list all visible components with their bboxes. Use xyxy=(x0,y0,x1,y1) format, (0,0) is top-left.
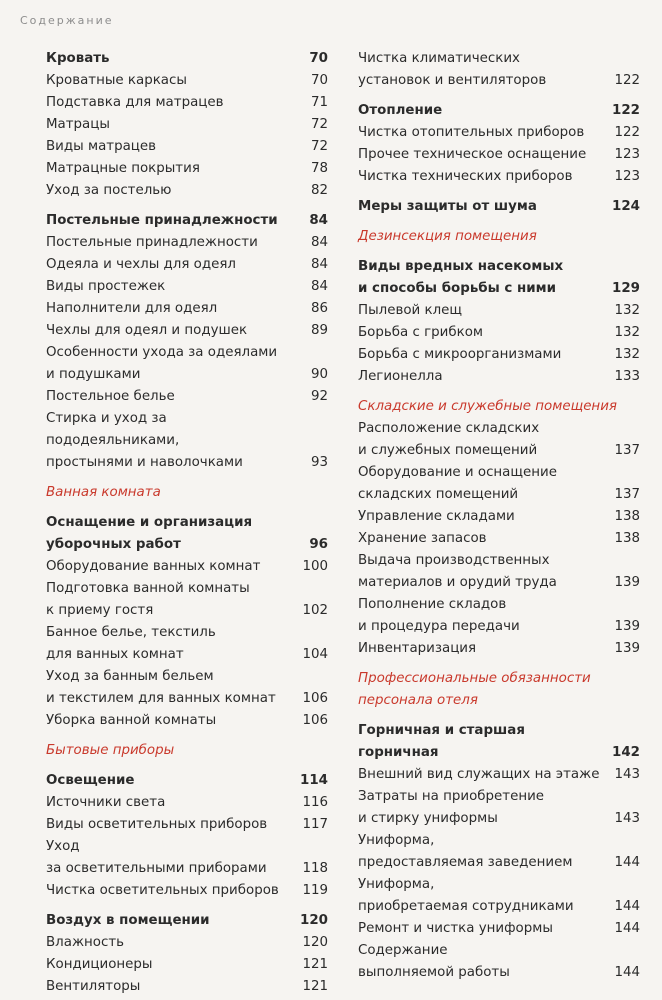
entry-page-number: 122 xyxy=(614,73,640,88)
toc-entry xyxy=(46,710,328,732)
entry-page-number: 144 xyxy=(614,855,640,870)
toc-chapter-entry xyxy=(46,512,328,556)
entry-title: Подставка для матрацев xyxy=(46,95,224,110)
toc-entry xyxy=(358,918,640,940)
entry-title: Влажность xyxy=(46,935,125,950)
toc-entry xyxy=(358,940,640,984)
toc-entry xyxy=(46,180,328,202)
entry-title: Выдача производственных материалов и орудий труда xyxy=(358,553,557,590)
entry-page-number: 139 xyxy=(614,575,640,590)
entry-title: Особенности ухода за одеялами и подушками xyxy=(46,345,278,382)
entry-page-number: 86 xyxy=(310,301,328,316)
toc-chapter-entry xyxy=(46,210,328,232)
entry-title: Пылевой клещ xyxy=(358,303,462,318)
toc-entry xyxy=(358,122,640,144)
toc-entry xyxy=(46,814,328,836)
entry-page-number: 120 xyxy=(302,935,328,950)
toc-entry xyxy=(358,506,640,528)
entry-title: Стирка и уход за пододеяльниками, простынями и наволочками xyxy=(46,411,243,470)
toc-entry xyxy=(46,114,328,136)
toc-chapter-entry xyxy=(358,196,640,218)
entry-title: Чистка климатических установок и вентиляторов xyxy=(358,51,547,88)
entry-page-number: 104 xyxy=(302,647,328,662)
section-heading: Складские и служебные помещения xyxy=(358,399,617,414)
entry-page-number: 84 xyxy=(310,235,328,250)
section-heading: Ванная комната xyxy=(46,485,161,500)
entry-page-number: 106 xyxy=(302,691,328,706)
section-heading: Дезинсекция помещения xyxy=(358,229,537,244)
entry-page-number: 78 xyxy=(310,161,328,176)
entry-title: Воздух в помещении xyxy=(46,913,210,928)
entry-title: Освещение xyxy=(46,773,135,788)
toc-entry xyxy=(358,300,640,322)
entry-title: Меры защиты от шума xyxy=(358,199,537,214)
toc-entry xyxy=(46,92,328,114)
toc-entry xyxy=(46,792,328,814)
entry-page-number: 133 xyxy=(614,369,640,384)
entry-title: Одеяла и чехлы для одеял xyxy=(46,257,236,272)
toc-entry xyxy=(358,166,640,188)
entry-title: Чистка отопительных приборов xyxy=(358,125,585,140)
toc-column-right xyxy=(358,46,640,984)
toc-entry xyxy=(358,366,640,388)
entry-title: Униформа, предоставляемая заведением xyxy=(358,833,573,870)
entry-title: Постельные принадлежности xyxy=(46,235,258,250)
entry-page-number: 71 xyxy=(310,95,328,110)
entry-page-number: 119 xyxy=(302,883,328,898)
toc-entry xyxy=(46,386,328,408)
entry-title: Постельное белье xyxy=(46,389,175,404)
entry-title: Борьба с микроорганизмами xyxy=(358,347,562,362)
entry-title: Расположение складских и служебных помещений xyxy=(358,421,540,458)
entry-page-number: 122 xyxy=(612,103,640,118)
entry-page-number: 124 xyxy=(612,199,640,214)
entry-title: Униформа, приобретаемая сотрудниками xyxy=(358,877,574,914)
entry-title: Содержание выполняемой работы xyxy=(358,943,510,980)
entry-title: Отопление xyxy=(358,103,443,118)
toc-entry xyxy=(46,158,328,180)
entry-title: Пополнение складов и процедура передачи xyxy=(358,597,520,634)
toc-entry xyxy=(358,344,640,366)
entry-page-number: 132 xyxy=(614,303,640,318)
entry-title: Оборудование и оснащение складских помещений xyxy=(358,465,557,502)
entry-page-number: 96 xyxy=(309,537,328,552)
toc-chapter-entry xyxy=(46,48,328,70)
entry-title: Уборка ванной комнаты xyxy=(46,713,217,728)
entry-page-number: 142 xyxy=(612,745,640,760)
entry-title: Чехлы для одеял и подушек xyxy=(46,323,248,338)
toc-entry xyxy=(358,550,640,594)
toc-column-left xyxy=(46,46,328,998)
entry-page-number: 93 xyxy=(310,455,328,470)
entry-title: Чистка технических приборов xyxy=(358,169,573,184)
entry-page-number: 90 xyxy=(310,367,328,382)
toc-entry xyxy=(46,70,328,92)
toc-chapter-entry xyxy=(46,770,328,792)
entry-page-number: 84 xyxy=(310,279,328,294)
entry-title: Виды простежек xyxy=(46,279,166,294)
entry-title: Уход за банным бельем и текстилем для ванных комнат xyxy=(46,669,276,706)
entry-title: Подготовка ванной комнаты к приему гостя xyxy=(46,581,250,618)
entry-title: Матрацные покрытия xyxy=(46,161,200,176)
entry-page-number: 137 xyxy=(614,443,640,458)
entry-title: Хранение запасов xyxy=(358,531,487,546)
section-heading: Бытовые приборы xyxy=(46,743,175,758)
entry-title: Внешний вид служащих на этаже xyxy=(358,767,600,782)
toc-entry xyxy=(46,622,328,666)
entry-title: Банное белье, текстиль для ванных комнат xyxy=(46,625,216,662)
toc-entry xyxy=(46,408,328,474)
toc-entry xyxy=(358,322,640,344)
entry-page-number: 139 xyxy=(614,619,640,634)
entry-title: Матрацы xyxy=(46,117,110,132)
entry-title: Уход за осветительными приборами xyxy=(46,839,267,876)
entry-title: Виды вредных насекомых и способы борьбы с ними xyxy=(358,259,564,296)
entry-title: Управление складами xyxy=(358,509,515,524)
toc-entry xyxy=(358,144,640,166)
entry-page-number: 143 xyxy=(614,767,640,782)
toc-entry xyxy=(46,836,328,880)
toc-entry xyxy=(358,462,640,506)
entry-page-number: 132 xyxy=(614,347,640,362)
toc-entry xyxy=(46,232,328,254)
toc-entry xyxy=(46,880,328,902)
entry-title: Вентиляторы xyxy=(46,979,141,994)
entry-title: Постельные принадлежности xyxy=(46,213,278,228)
entry-page-number: 72 xyxy=(310,117,328,132)
entry-page-number: 120 xyxy=(300,913,328,928)
entry-page-number: 118 xyxy=(302,861,328,876)
toc-entry xyxy=(46,578,328,622)
entry-title: Оборудование ванных комнат xyxy=(46,559,261,574)
entry-title: Уход за постелью xyxy=(46,183,172,198)
entry-page-number: 123 xyxy=(614,169,640,184)
entry-title: Чистка осветительных приборов xyxy=(46,883,279,898)
entry-page-number: 100 xyxy=(302,559,328,574)
section-heading: Профессиональные обязанности персонала отеля xyxy=(358,671,591,708)
entry-page-number: 144 xyxy=(614,921,640,936)
entry-page-number: 82 xyxy=(310,183,328,198)
entry-page-number: 84 xyxy=(310,257,328,272)
entry-page-number: 72 xyxy=(310,139,328,154)
toc-entry xyxy=(358,764,640,786)
toc-entry xyxy=(46,276,328,298)
toc-chapter-entry xyxy=(358,720,640,764)
toc-entry xyxy=(46,932,328,954)
entry-page-number: 89 xyxy=(310,323,328,338)
entry-title: Виды матрацев xyxy=(46,139,157,154)
toc-chapter-entry xyxy=(358,100,640,122)
toc-entry xyxy=(46,954,328,976)
entry-page-number: 143 xyxy=(614,811,640,826)
entry-title: Наполнители для одеял xyxy=(46,301,218,316)
toc-entry xyxy=(358,830,640,874)
toc-entry xyxy=(46,320,328,342)
toc-entry xyxy=(358,48,640,92)
entry-page-number: 138 xyxy=(614,531,640,546)
entry-page-number: 121 xyxy=(302,957,328,972)
toc-entry xyxy=(46,342,328,386)
entry-page-number: 138 xyxy=(614,509,640,524)
entry-title: Кроватные каркасы xyxy=(46,73,187,88)
entry-title: Борьба с грибком xyxy=(358,325,483,340)
entry-title: Горничная и старшая горничная xyxy=(358,723,525,760)
entry-title: Ремонт и чистка униформы xyxy=(358,921,553,936)
toc-entry xyxy=(46,666,328,710)
entry-page-number: 132 xyxy=(614,325,640,340)
toc-entry xyxy=(358,786,640,830)
entry-title: Инвентаризация xyxy=(358,641,477,656)
toc-entry xyxy=(358,594,640,638)
toc-entry xyxy=(46,556,328,578)
entry-page-number: 122 xyxy=(614,125,640,140)
entry-page-number: 70 xyxy=(310,73,328,88)
toc-entry xyxy=(46,136,328,158)
toc-entry xyxy=(46,976,328,998)
running-header: Содержание xyxy=(20,14,114,27)
entry-page-number: 137 xyxy=(614,487,640,502)
toc-chapter-entry xyxy=(358,256,640,300)
entry-page-number: 139 xyxy=(614,641,640,656)
entry-title: Виды осветительных приборов xyxy=(46,817,268,832)
entry-title: Затраты на приобретение и стирку униформы xyxy=(358,789,545,826)
entry-page-number: 117 xyxy=(302,817,328,832)
toc-entry xyxy=(46,298,328,320)
entry-page-number: 129 xyxy=(612,281,640,296)
toc-chapter-entry xyxy=(46,910,328,932)
toc-entry xyxy=(358,874,640,918)
toc-entry xyxy=(358,418,640,462)
entry-page-number: 114 xyxy=(300,773,328,788)
toc-entry xyxy=(358,638,640,660)
entry-title: Прочее техническое оснащение xyxy=(358,147,587,162)
entry-page-number: 144 xyxy=(614,899,640,914)
entry-page-number: 123 xyxy=(614,147,640,162)
entry-title: Оснащение и организация уборочных работ xyxy=(46,515,253,552)
entry-page-number: 84 xyxy=(309,213,328,228)
toc-entry xyxy=(358,528,640,550)
entry-page-number: 121 xyxy=(302,979,328,994)
entry-page-number: 116 xyxy=(302,795,328,810)
entry-title: Кровать xyxy=(46,51,110,66)
toc-entry xyxy=(46,254,328,276)
entry-title: Легионелла xyxy=(358,369,443,384)
entry-page-number: 106 xyxy=(302,713,328,728)
entry-page-number: 102 xyxy=(302,603,328,618)
entry-title: Источники света xyxy=(46,795,166,810)
entry-title: Кондиционеры xyxy=(46,957,153,972)
entry-page-number: 144 xyxy=(614,965,640,980)
entry-page-number: 92 xyxy=(310,389,328,404)
entry-page-number: 70 xyxy=(309,51,328,66)
